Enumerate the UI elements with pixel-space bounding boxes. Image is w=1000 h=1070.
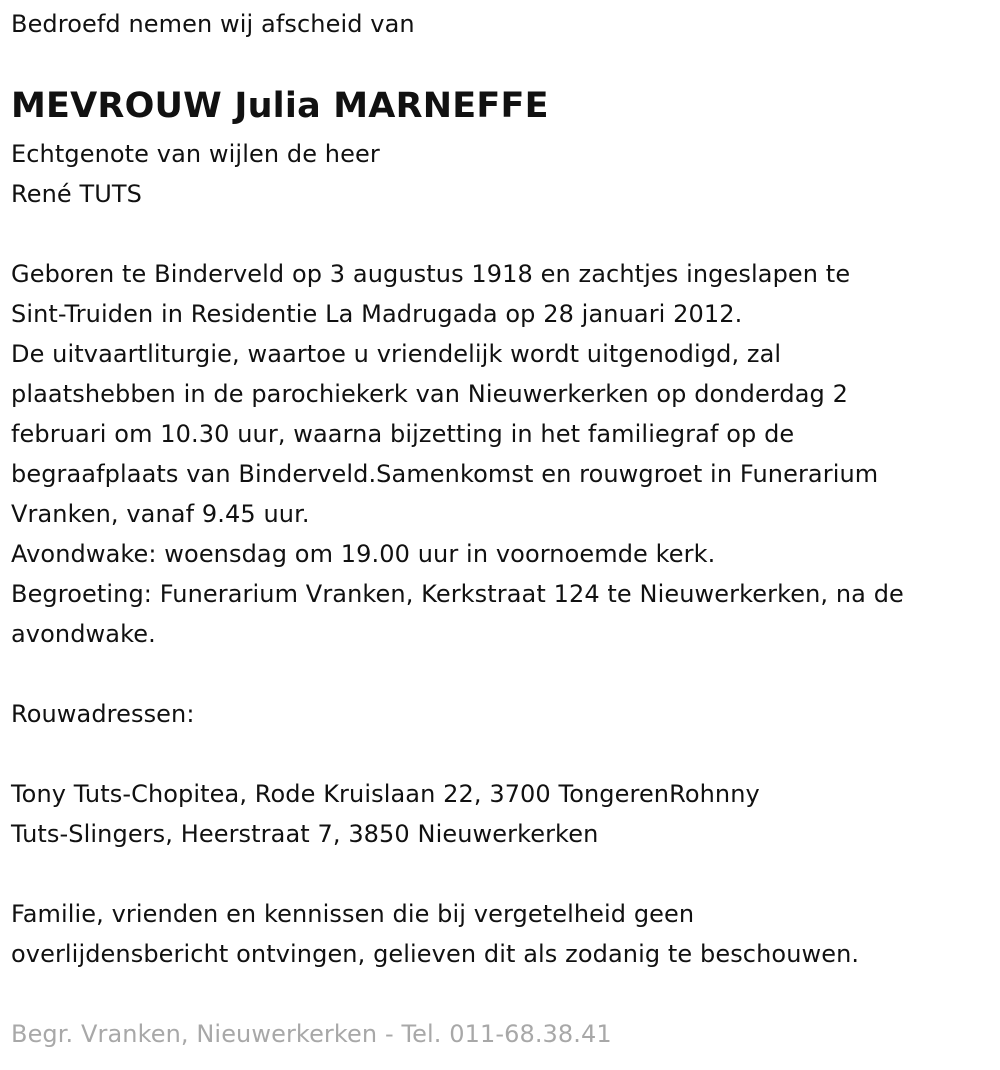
- body-line: Begroeting: Funerarium Vranken, Kerkstraat 124 te Nieuwerkerken, na de: [11, 580, 904, 608]
- addresses-heading: Rouwadressen:: [11, 700, 195, 728]
- spouse-line-2: René TUTS: [11, 180, 142, 208]
- address-line: Tuts-Slingers, Heerstraat 7, 3850 Nieuwerkerken: [11, 820, 599, 848]
- body-line: plaatshebben in de parochiekerk van Nieuwerkerken op donderdag 2: [11, 380, 848, 408]
- address-line: Tony Tuts-Chopitea, Rode Kruislaan 22, 3700 TongerenRohnny: [11, 780, 760, 808]
- closing-line: overlijdensbericht ontvingen, gelieven dit als zodanig te beschouwen.: [11, 940, 860, 968]
- body-line: begraafplaats van Binderveld.Samenkomst en rouwgroet in Funerarium: [11, 460, 879, 488]
- body-line: De uitvaartliturgie, waartoe u vriendelijk wordt uitgenodigd, zal: [11, 340, 782, 368]
- body-line: Vranken, vanaf 9.45 uur.: [11, 500, 310, 528]
- body-line: Geboren te Binderveld op 3 augustus 1918 en zachtjes ingeslapen te: [11, 260, 851, 288]
- closing-line: Familie, vrienden en kennissen die bij vergetelheid geen: [11, 900, 695, 928]
- deceased-name: MEVROUW Julia MARNEFFE: [11, 86, 549, 126]
- body-line: Sint-Truiden in Residentie La Madrugada op 28 januari 2012.: [11, 300, 743, 328]
- body-line: februari om 10.30 uur, waarna bijzetting in het familiegraf op de: [11, 420, 795, 448]
- intro-text: Bedroefd nemen wij afscheid van: [11, 10, 415, 38]
- spouse-line-1: Echtgenote van wijlen de heer: [11, 140, 380, 168]
- body-line: avondwake.: [11, 620, 156, 648]
- funeral-home-footer: Begr. Vranken, Nieuwerkerken - Tel. 011-68.38.41: [11, 1020, 612, 1048]
- body-line: Avondwake: woensdag om 19.00 uur in voornoemde kerk.: [11, 540, 716, 568]
